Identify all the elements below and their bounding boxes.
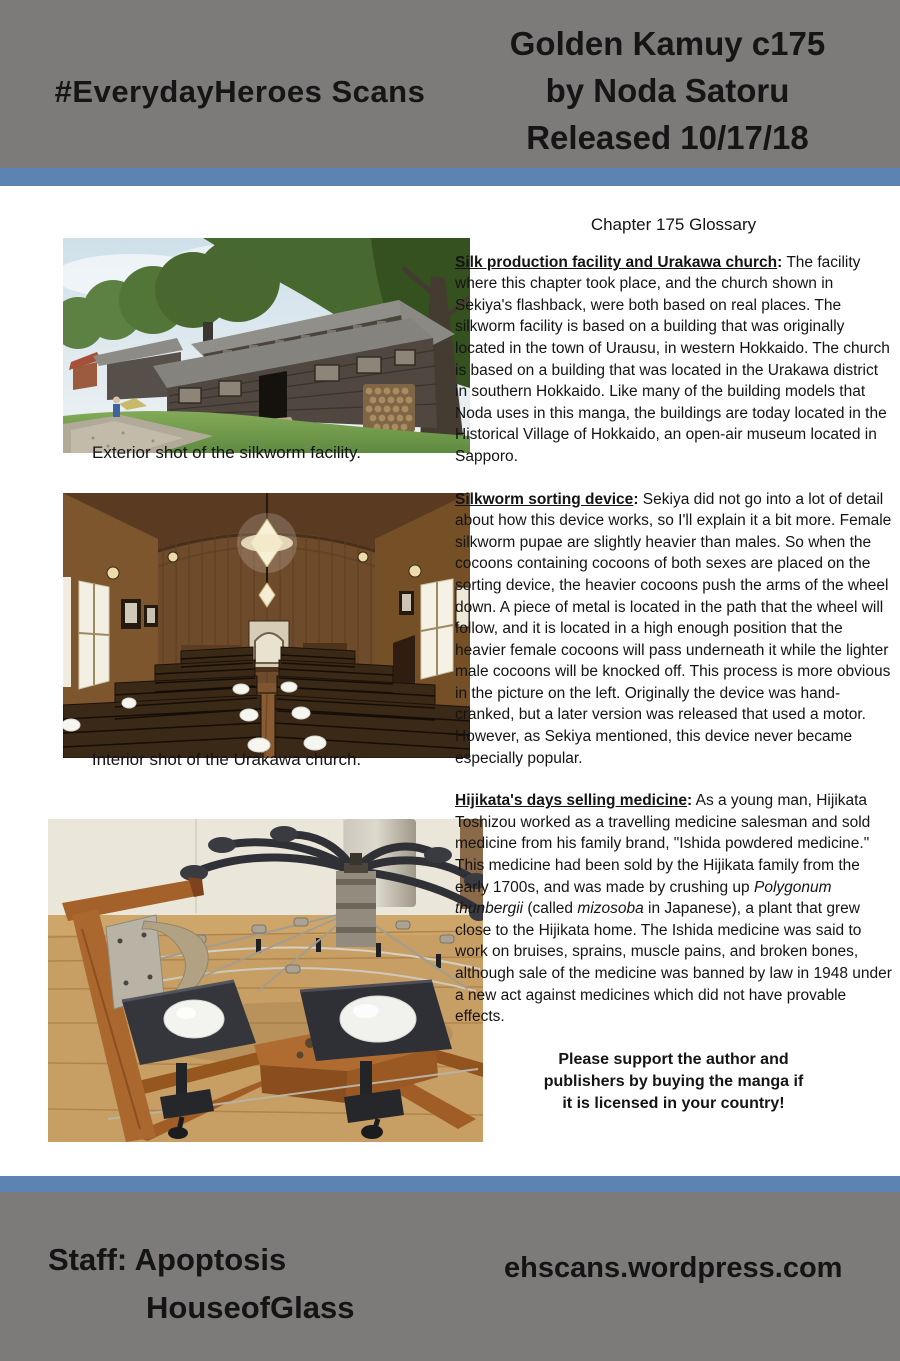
glossary-body: The facility where this chapter took place, and the church shown in Sekiya's flashback, were both based on real places. The silkworm facility is based on a building that was originally located in the town of Urausu, in western Hokkaido. The church is based on a building that was located in the Urakawa district in southern Hokkaido. Like many of the building models that Noda uses in this manga, the buildings are today located in the Historical Village of Hokkaido, an open-air museum located in Sapporo. bbox=[455, 253, 890, 465]
woodpile bbox=[363, 384, 415, 432]
glossary-title: Chapter 175 Glossary bbox=[590, 215, 757, 234]
support-note bbox=[455, 1049, 892, 1115]
manga-author: by Noda Satoru bbox=[545, 72, 790, 109]
sorting-device-illustration bbox=[48, 819, 483, 1142]
staff-credit-line: HouseofGlass bbox=[146, 1290, 355, 1325]
header-banner bbox=[0, 0, 900, 168]
glossary-japanese-name: mizosoba bbox=[577, 900, 644, 918]
church-interior-illustration bbox=[63, 493, 470, 758]
glossary-column bbox=[455, 214, 892, 1115]
glossary-term: Silk production facility and Urakawa church bbox=[455, 253, 778, 271]
divider-bar-top bbox=[0, 168, 900, 186]
glossary-body: (called bbox=[523, 900, 578, 918]
manga-title: Golden Kamuy c175 bbox=[509, 25, 826, 62]
release-date: Released 10/17/18 bbox=[526, 119, 809, 156]
glossary-term-colon: : bbox=[777, 253, 783, 271]
glossary-latin-name: Polygonum thunbergii bbox=[455, 878, 832, 918]
website-url: ehscans.wordpress.com bbox=[504, 1252, 843, 1284]
silkworm-facility-photo bbox=[63, 238, 470, 453]
glossary-body: in Japanese), a plant that grew close to the Hijikata home. The Ishida medicine was said to work on bruises, sprains, muscle pains, and broken bones, although sale of the medicine was banned by law in 1948 under a new act against medicines which did not have provable effects. bbox=[455, 900, 892, 1026]
support-note-line: publishers by buying the manga if bbox=[543, 1072, 804, 1090]
glossary-term: Hijikata's days selling medicine bbox=[455, 792, 687, 810]
glossary-entry-hijikata-medicine bbox=[455, 790, 892, 1028]
sorting-device-photo bbox=[48, 819, 483, 1142]
glossary-body: Sekiya did not go into a lot of detail about how this device works, so I'll explain it a bit more. Female silkworm pupae are slightly heavier than males. So when the cocoons containing cocoons of both sexes are placed on the sorting device, the heavier cocoons push the arms of the wheel down. A piece of metal is located in the path that the wheel will follow, and it is located in a high enough position that the heavier female cocoons will pass underneath it while the lighter male cocoons will be knocked off. This process is more obvious in the picture on the left. Originally the device was hand-cranked, but a later version was released that used a motor. However, as Sekiya mentioned, this device never became especially popular. bbox=[455, 490, 892, 767]
urakawa-church-photo bbox=[63, 493, 470, 758]
doorway bbox=[259, 371, 287, 420]
release-info bbox=[445, 20, 890, 161]
glossary-term-colon: : bbox=[686, 792, 693, 810]
interior-photo-caption: Interior shot of the Urakawa church. bbox=[91, 750, 362, 769]
support-note-line: it is licensed in your country! bbox=[562, 1094, 785, 1112]
staff-credit-line: Staff: Apoptosis bbox=[48, 1242, 287, 1277]
glossary-entry-silk-facility bbox=[455, 252, 892, 468]
glossary-body: As a young man, Hijikata Toshizou worked as a travelling medicine salesman and sold medicine from his family brand, "Ishida powdered medicine." This medicine had been sold by the Hijikata family from the early 1700s, and was made by crushing up bbox=[455, 792, 871, 896]
scan-group-name: #EverydayHeroes Scans bbox=[54, 74, 426, 109]
silkworm-facility-illustration bbox=[63, 238, 470, 453]
exterior-photo-caption: Exterior shot of the silkworm facility. bbox=[92, 443, 361, 462]
glossary-term: Silkworm sorting device bbox=[455, 490, 634, 508]
glossary-entry-sorting-device bbox=[455, 489, 892, 770]
support-note-line: Please support the author and bbox=[558, 1050, 789, 1068]
glossary-term-colon: : bbox=[633, 490, 639, 508]
divider-bar-bottom bbox=[0, 1176, 900, 1192]
